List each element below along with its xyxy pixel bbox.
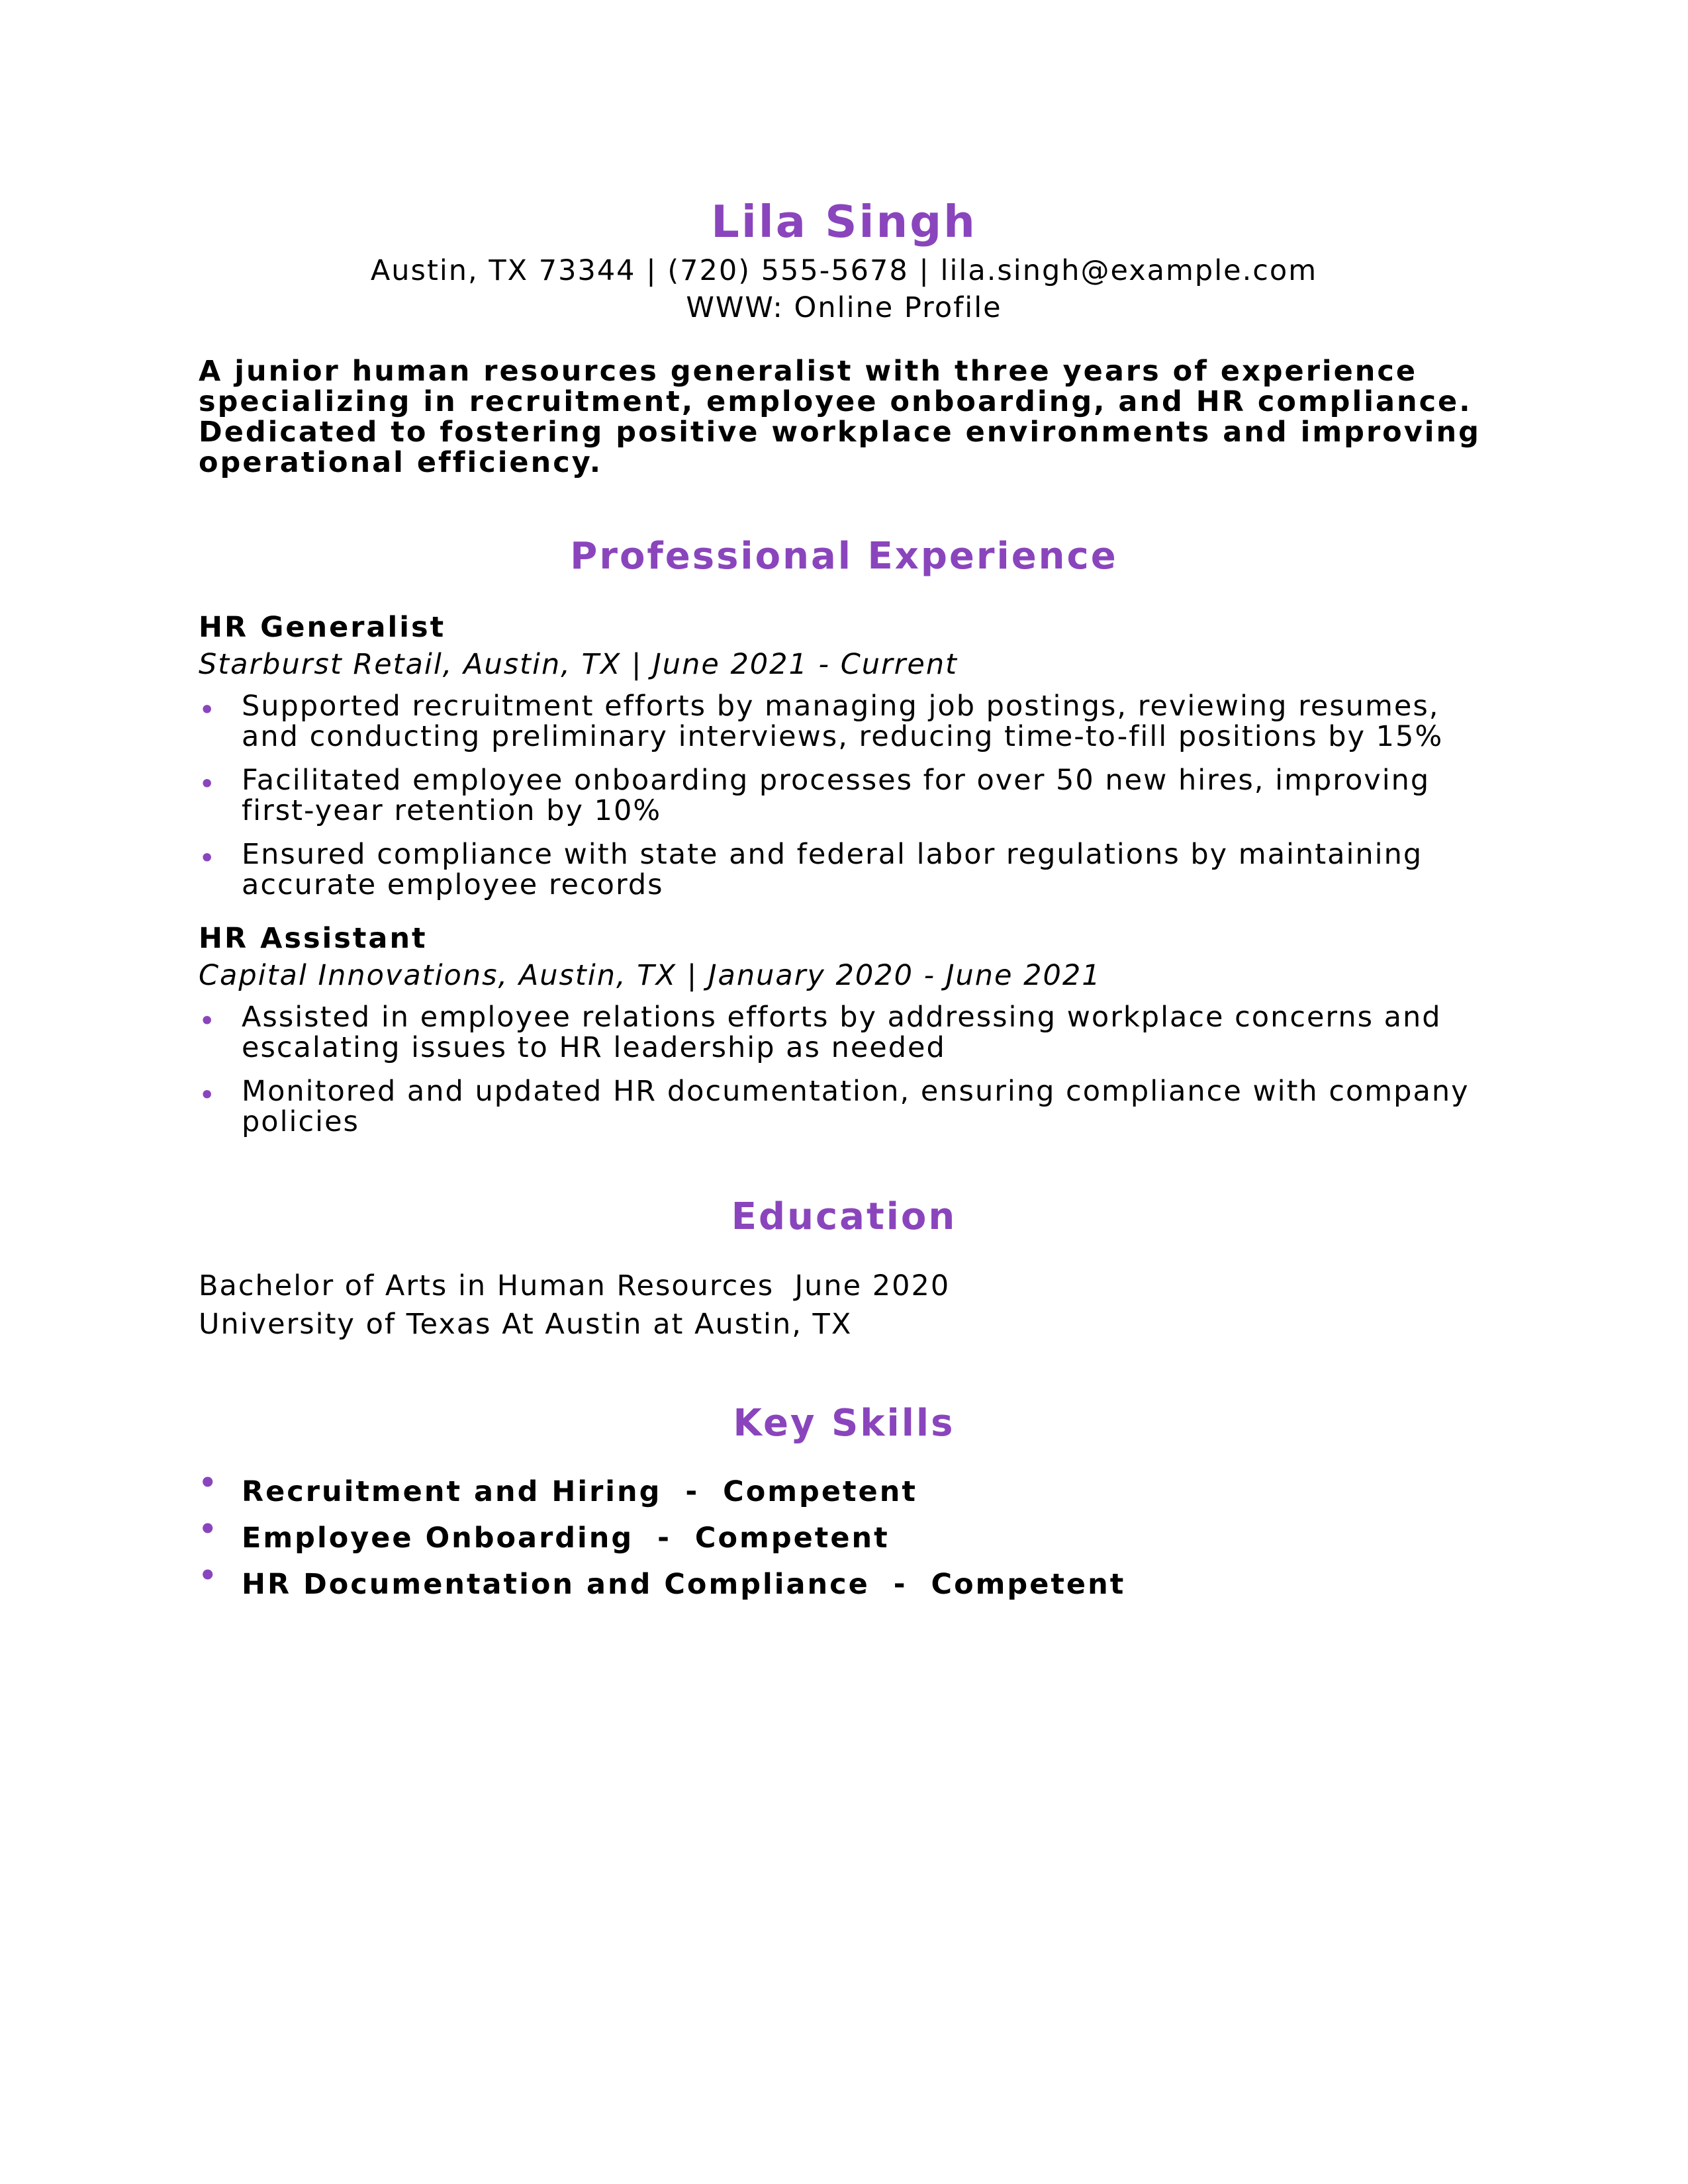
job-meta: Capital Innovations, Austin, TX | January 2020 - June 2021 xyxy=(199,959,1102,992)
bullet-dot-icon: • xyxy=(199,768,217,801)
bullet-dot-icon: • xyxy=(199,1005,217,1038)
bullet-text: Facilitated employee onboarding processes for over 50 new hires, improving first-year retention by 10% xyxy=(242,764,1430,827)
job-entry xyxy=(199,920,1489,1137)
job-bullet xyxy=(199,691,1489,752)
skill-text: HR Documentation and Compliance - Competent xyxy=(242,1568,1126,1601)
job-bullets xyxy=(199,691,1489,900)
skill-text: Employee Onboarding - Competent xyxy=(242,1522,890,1555)
skill-item xyxy=(199,1559,1489,1603)
bullet-text: Assisted in employee relations efforts by addressing workplace concerns and escalating issues to HR leadership as needed xyxy=(242,1001,1442,1064)
contact-line: Austin, TX 73344 | (720) 555-5678 | lila.singh@example.com xyxy=(370,254,1318,287)
degree-line: Bachelor of Arts in Human Resources June 2020 xyxy=(199,1269,951,1302)
professional-summary: A junior human resources generalist with three years of experience specializing in recruitment, employee onboarding, and HR compliance. Dedicated to fostering positive workplace environments and improving operational efficiency. xyxy=(199,355,1481,479)
resume-page xyxy=(199,192,1489,1612)
bullet-dot-icon: • xyxy=(199,842,217,875)
skills-list xyxy=(199,1467,1489,1603)
job-title: HR Assistant xyxy=(199,922,428,955)
bullet-dot-icon: • xyxy=(199,1559,219,1592)
skill-item xyxy=(199,1467,1489,1510)
bullet-dot-icon: • xyxy=(199,1513,219,1546)
web-profile-line: WWW: Online Profile xyxy=(686,291,1002,324)
section-title-education: Education xyxy=(731,1195,957,1238)
education-entry xyxy=(199,1267,1489,1343)
bullet-dot-icon: • xyxy=(199,1467,219,1500)
bullet-text: Ensured compliance with state and federal labor regulations by maintaining accurate employee records xyxy=(242,838,1423,901)
job-meta: Starburst Retail, Austin, TX | June 2021 - Current xyxy=(199,648,958,681)
job-bullet xyxy=(199,1076,1489,1137)
job-title: HR Generalist xyxy=(199,611,446,644)
job-entry xyxy=(199,609,1489,900)
bullet-text: Supported recruitment efforts by managing job postings, reviewing resumes, and conducting preliminary interviews, reducing time-to-fill positions by 15% xyxy=(242,690,1444,753)
job-bullet xyxy=(199,1002,1489,1063)
job-bullets xyxy=(199,1002,1489,1137)
resume-header xyxy=(199,192,1489,326)
bullet-dot-icon: • xyxy=(199,1079,217,1112)
school-line: University of Texas At Austin at Austin, TX xyxy=(199,1308,853,1341)
skill-text: Recruitment and Hiring - Competent xyxy=(242,1475,917,1508)
job-bullet xyxy=(199,765,1489,826)
bullet-dot-icon: • xyxy=(199,694,217,727)
job-bullet xyxy=(199,839,1489,900)
skill-item xyxy=(199,1513,1489,1557)
candidate-name: Lila Singh xyxy=(711,196,977,248)
section-title-skills: Key Skills xyxy=(733,1402,955,1445)
bullet-text: Monitored and updated HR documentation, ensuring compliance with company policies xyxy=(242,1075,1470,1138)
section-title-experience: Professional Experience xyxy=(570,535,1118,578)
